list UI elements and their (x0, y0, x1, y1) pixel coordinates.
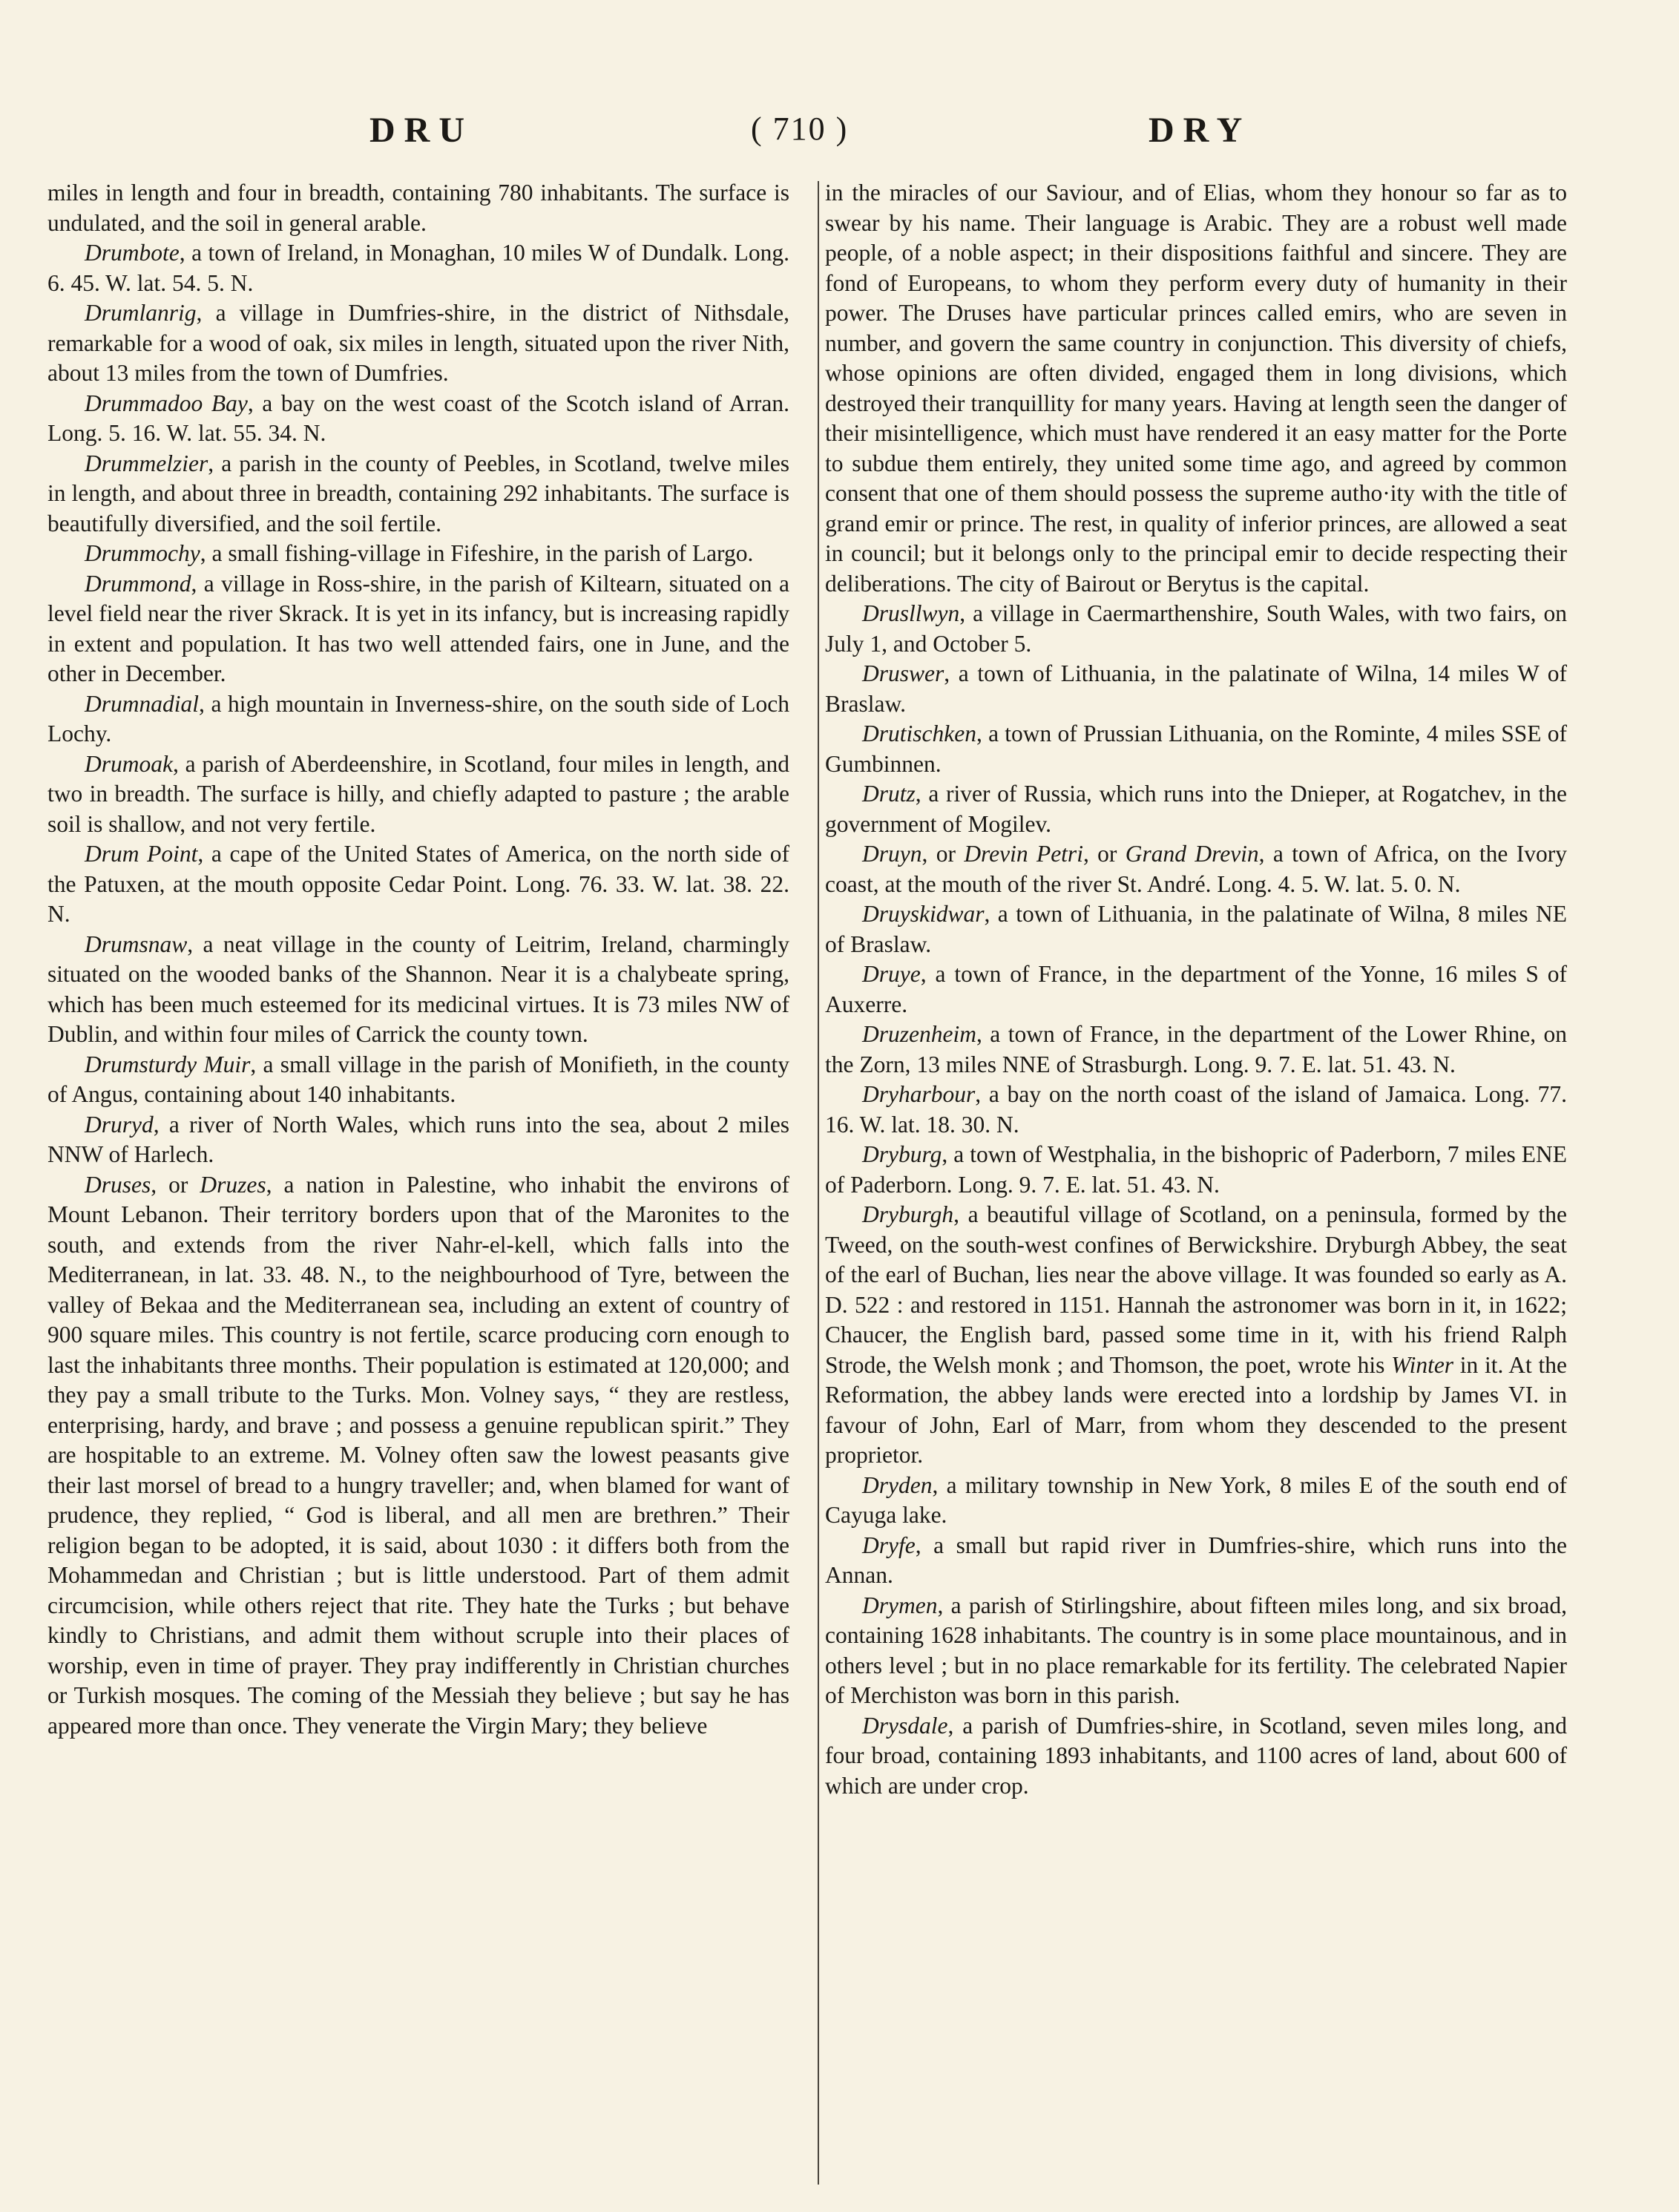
entry-headword: Dryburg (862, 1141, 942, 1167)
entry-text: , a town of Lithuania, in the palatinate of Wilna, 8 miles NE of Braslaw. (825, 901, 1567, 957)
header-left-guideword: DRU (369, 111, 473, 150)
column-divider (818, 181, 819, 2185)
right-column (825, 178, 1567, 1801)
entry-text: , a parish of Aberdeenshire, in Scotland, four miles in length, and two in breadth. The surface is hilly, and chiefly adapted to pasture ; the arable soil is shallow, and not very fertile. (47, 750, 789, 837)
entry-text: , or (921, 841, 965, 867)
gazetteer-entry (47, 569, 789, 689)
entry-headword: Druyn (862, 841, 922, 867)
entry-headword: Dryharbour (862, 1081, 976, 1107)
entry-headword: Druyskidwar (862, 901, 985, 927)
entry-text: , a beautiful village of Scotland, on a peninsula, formed by the Tweed, on the south-west confines of Berwickshire. Dryburgh Abbey, the seat of the earl of Buchan, lies near the above village. It was founded so early as A. D. 522 : and restored in 1151. Hannah the astronomer was born in it, in 1622; Chaucer, the English bard, passed some time in it, with his friend Ralph Strode, the Welsh monk ; and Thomson, the poet, wrote his (825, 1201, 1567, 1378)
entry-headword: Drumoak (85, 750, 173, 777)
entry-text: , or (1082, 841, 1126, 867)
entry-text: , a neat village in the county of Leitrim, Ireland, charmingly situated on the wooded banks of the Shannon. Near it is a chalybeate spring, which has been much esteemed for its medicinal virtues. It is 73 miles NW of Dublin, and within four miles of Carrick the county town. (47, 931, 789, 1047)
entry-text: , a town of Ireland, in Monaghan, 10 miles W of Dundalk. Long. 6. 45. W. lat. 54. 5. N. (47, 240, 789, 296)
entry-headword: Dryburgh (862, 1201, 954, 1227)
gazetteer-entry (825, 1200, 1567, 1471)
entry-text: , a high mountain in Inverness-shire, on the south side of Loch Lochy. (47, 690, 789, 746)
entry-headword: Drummelzier (85, 450, 208, 476)
entry-text: , a village in Ross-shire, in the parish of Kiltearn, situated on a level field near the river Skrack. It is yet in its infancy, but is increasing rapidly in extent and population. It has two well attended fairs, one in June, and the other in December. (47, 570, 789, 686)
gazetteer-entry (825, 1471, 1567, 1531)
entry-text: , a cape of the United States of America, on the north side of the Patuxen, at the mouth opposite Cedar Point. Long. 76. 33. W. lat. 38. 22. N. (47, 841, 789, 927)
entry-text: , a river of North Wales, which runs into the sea, about 2 miles NNW of Harlech. (47, 1111, 789, 1167)
entry-headword: Drum Point (85, 841, 198, 867)
gazetteer-entry (825, 1020, 1567, 1080)
gazetteer-entry (47, 689, 789, 749)
entry-text: , a parish in the county of Peebles, in Scotland, twelve miles in length, and about three in breadth, containing 292 inhabitants. The surface is beautifully diversified, and the soil fertile. (47, 450, 789, 536)
page-number: ( 710 ) (751, 111, 849, 147)
gazetteer-entry (825, 719, 1567, 779)
gazetteer-entry (47, 749, 789, 840)
entry-alt-headword: Drevin Petri (964, 841, 1083, 867)
entry-headword: Druryd (85, 1111, 154, 1138)
entry-text: , a town of Africa, on the Ivory coast, at the mouth of the river St. André. Long. 4. 5. W. lat. 5. 0. N. (825, 841, 1567, 897)
entry-headword: Drutz (862, 781, 916, 807)
entry-text: in it. At the Reformation, the abbey lands were erected into a lordship by James VI. in favour of John, Earl of Marr, from whom they descended to the present proprietor. (825, 1351, 1567, 1468)
entry-text: , a town of Prussian Lithuania, on the Rominte, 4 miles SSE of Gumbinnen. (825, 721, 1567, 777)
entry-headword: Drumlanrig (85, 300, 197, 326)
gazetteer-entry (47, 298, 789, 389)
entry-text: , a small but rapid river in Dumfries-shire, which runs into the Annan. (825, 1532, 1567, 1588)
entry-text: , a parish of Stirlingshire, about fifteen miles long, and six broad, containing 1628 inhabitants. The country is in some place mountainous, and in others level ; but in no place remarkable for its fertility. The celebrated Napier of Merchiston was born in this parish. (825, 1592, 1567, 1708)
entry-text: , or (151, 1171, 200, 1198)
entry-text: , a parish of Dumfries-shire, in Scotland, seven miles long, and four broad, containing 1893 inhabitants, and 1100 acres of land, about 600 of which are under crop. (825, 1712, 1567, 1799)
header-right-guideword: DRY (1149, 111, 1252, 150)
gazetteer-entry (825, 959, 1567, 1020)
gazetteer-entry (825, 1080, 1567, 1140)
entry-text: , a small village in the parish of Monifieth, in the county of Angus, containing about 140 inhabitants. (47, 1051, 789, 1107)
entry-headword: Druswer (862, 660, 944, 686)
gazetteer-entry (47, 539, 789, 569)
left-column (47, 178, 789, 1741)
entry-text: , a nation in Palestine, who inhabit the environs of Mount Lebanon. Their territory borders upon that of the Maronites to the south, and extends from the river Nahr-el-kell, which falls into the Mediterranean, in lat. 33. 48. N., to the neighbourhood of Tyre, between the valley of Bekaa and the Mediterranean sea, including an extent of country of 900 square miles. This country is not fertile, scarce producing corn enough to last the inhabitants three months. Their population is estimated at 120,000; and they pay a small tribute to the Turks. Mon. Volney says, “ they are restless, enterprising, hardy, and brave ; and possess a genuine republican spirit.” They are hospitable to an extreme. M. Volney often saw the lowest peasants give their last morsel of bread to a hungry traveller; and, when blamed for want of prudence, they replied, “ God is liberal, and all men are brethren.” Their religion began to be adopted, it is said, about 1030 : it differs both from the Mohammedan and Christian ; but is little understood. Part of them admit circumcision, while others reject that rite. They hate the Turks ; but behave kindly to Christians, and admit them without scruple into their places of worship, even in time of prayer. They pray indifferently in Christian churches or Turkish mosques. The coming of the Messiah they believe ; but say he has appeared more than once. They venerate the Virgin Mary; they believe (47, 1171, 789, 1739)
gazetteer-entry (47, 389, 789, 449)
entry-text: , a small fishing-village in Fifeshire, in the parish of Largo. (200, 540, 754, 566)
gazetteer-entry (825, 899, 1567, 959)
right-continuation-text: in the miracles of our Saviour, and of Elias, whom they honour so far as to swear by his name. Their language is Arabic. They are a robust well made people, of a noble aspect; in their dispositions faithful and sincere. They are fond of Europeans, to whom they perform every duty of humanity in their power. The Druses have particular princes called emirs, who are seven in number, and govern the same country in conjunction. This diversity of chiefs, whose opinions are often divided, engaged them in long divisions, which destroyed their tranquillity for many years. Having at length seen the danger of their misintelligence, which must have rendered it an easy matter for the Porte to subdue them entirely, they united some time ago, and agreed by common consent that one of them should possess the supreme autho·ity with the title of grand emir or prince. The rest, in quality of inferior princes, are allowed a seat in council; but it belongs only to the principal emir to decide respecting their deliberations. The city of Bairout or Berytus is the capital. (825, 180, 1567, 597)
entry-alt-headword: Druzes (200, 1171, 266, 1198)
running-header (0, 110, 1679, 162)
gazetteer-entry (825, 1140, 1567, 1200)
gazetteer-entry (47, 1050, 789, 1110)
gazetteer-entry (825, 779, 1567, 839)
entry-text: , a bay on the north coast of the island of Jamaica. Long. 77. 16. W. lat. 18. 30. N. (825, 1081, 1567, 1138)
gazetteer-entry (47, 1110, 789, 1170)
entry-headword: Druzenheim (862, 1021, 976, 1047)
gazetteer-entry (47, 449, 789, 539)
gazetteer-entry (825, 1591, 1567, 1711)
entry-text: , a town of France, in the department of the Lower Rhine, on the Zorn, 13 miles NNE of Strasburgh. Long. 9. 7. E. lat. 51. 43. N. (825, 1021, 1567, 1077)
entry-headword: Drumnadial (85, 690, 200, 717)
entry-text: , a river of Russia, which runs into the Dnieper, at Rogatchev, in the government of Mogilev. (825, 781, 1567, 837)
entry-headword: Drusllwyn (862, 600, 960, 626)
entry-alt-headword: Grand Drevin (1125, 841, 1259, 867)
entry-headword: Druses (85, 1171, 151, 1198)
entry-text: , a military township in New York, 8 miles E of the south end of Cayuga lake. (825, 1471, 1567, 1528)
entry-headword: Drumsnaw (85, 931, 188, 957)
entry-text: , a bay on the west coast of the Scotch island of Arran. Long. 5. 16. W. lat. 55. 34. N. (47, 390, 789, 446)
entry-text: , a village in Caermarthenshire, South Wales, with two fairs, on July 1, and October 5. (825, 600, 1567, 657)
entry-inline-title: Winter (1391, 1351, 1454, 1378)
entry-text: , a village in Dumfries-shire, in the district of Nithsdale, remarkable for a wood of oak, six miles in length, situated upon the river Nith, about 13 miles from the town of Dumfries. (47, 300, 789, 386)
gazetteer-entry (825, 839, 1567, 899)
entry-headword: Drumsturdy Muir (85, 1051, 251, 1077)
entry-headword: Dryden (862, 1471, 933, 1498)
gazetteer-entry (825, 1531, 1567, 1591)
entry-headword: Drysdale (862, 1712, 948, 1739)
gazetteer-entry (47, 930, 789, 1050)
gazetteer-entry (47, 1170, 789, 1742)
gazetteer-entry (825, 599, 1567, 659)
entry-headword: Drymen (862, 1592, 938, 1618)
entry-text: , a town of Lithuania, in the palatinate of Wilna, 14 miles W of Braslaw. (825, 660, 1567, 717)
entry-headword: Drummond (85, 570, 191, 597)
entry-headword: Drummadoo Bay (85, 390, 248, 416)
entry-headword: Drummochy (85, 540, 200, 566)
entry-headword: Drutischken (862, 721, 976, 746)
gazetteer-entry (825, 1711, 1567, 1802)
entry-headword: Drumbote (85, 240, 180, 266)
gazetteer-entry (47, 238, 789, 298)
entry-text: , a town of France, in the department of the Yonne, 16 miles S of Auxerre. (825, 961, 1567, 1017)
gazetteer-entry (825, 659, 1567, 719)
entry-text: , a town of Westphalia, in the bishopric of Paderborn, 7 miles ENE of Paderborn. Long. 9. 7. E. lat. 51. 43. N. (825, 1141, 1567, 1198)
left-continuation-text: miles in length and four in breadth, containing 780 inhabitants. The surface is undulated, and the soil in general arable. (47, 180, 789, 236)
gazetteer-entry (47, 839, 789, 930)
entry-headword: Druye (862, 961, 921, 987)
entry-headword: Dryfe (862, 1532, 916, 1558)
